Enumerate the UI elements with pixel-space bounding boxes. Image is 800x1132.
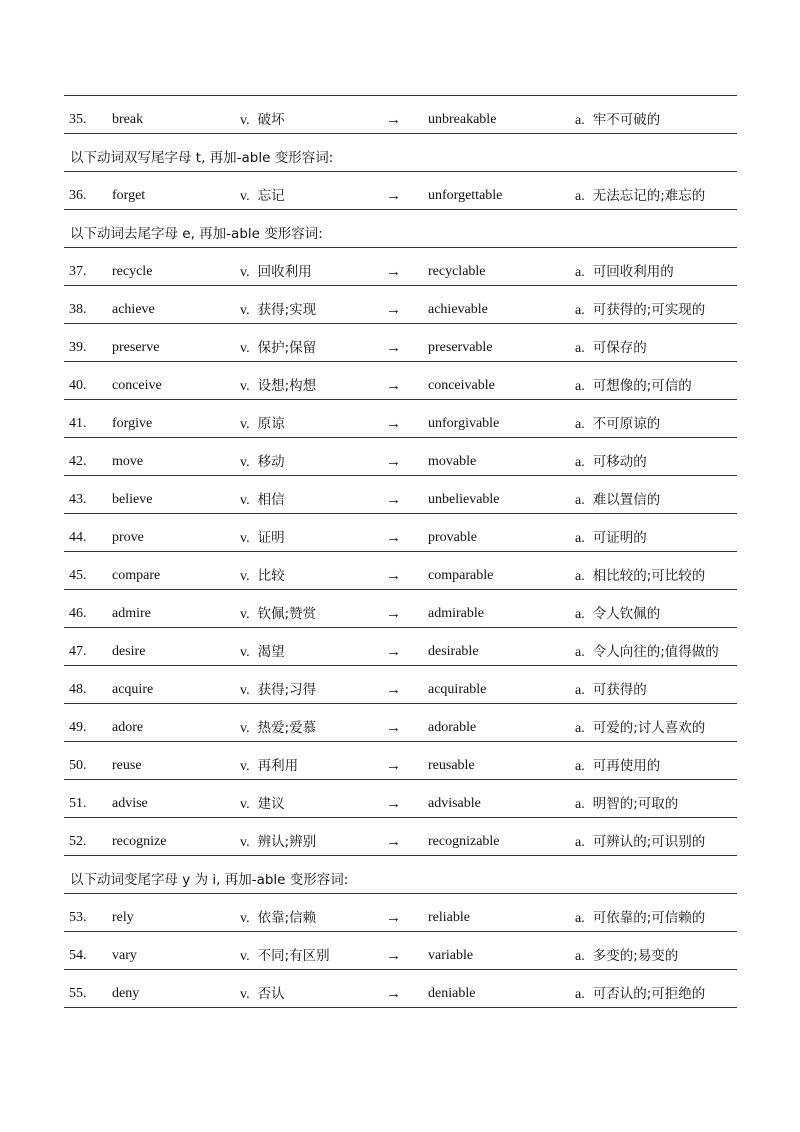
verb-part-of-speech: v.: [240, 265, 250, 280]
verb-part-of-speech: v.: [240, 797, 250, 812]
table-row: [64, 248, 737, 286]
verb-part-of-speech: v.: [240, 721, 250, 736]
table-row: [64, 476, 737, 514]
table-row: [64, 818, 737, 856]
table-row: [64, 96, 737, 134]
verb-part-of-speech: v.: [240, 379, 250, 394]
adjective-meaning: [575, 932, 678, 969]
adjective-part-of-speech: a.: [575, 987, 585, 1002]
entry-number: 40.: [69, 378, 87, 393]
adjective-chinese: 明智的;可取的: [592, 796, 679, 812]
adjective-word: desirable: [428, 644, 479, 659]
entry-number: 52.: [69, 834, 87, 849]
verb-part-of-speech: v.: [240, 949, 250, 964]
adjective-meaning: [575, 362, 692, 399]
adjective-chinese: 无法忘记的;难忘的: [592, 188, 706, 204]
adjective-chinese: 难以置信的: [592, 492, 661, 508]
section-heading: 以下动词变尾字母 y 为 i, 再加-able 变形容词:: [70, 872, 349, 888]
arrow-icon: →: [386, 644, 401, 660]
adjective-word: adorable: [428, 720, 477, 735]
arrow-icon: →: [386, 834, 401, 850]
entry-number: 45.: [69, 568, 87, 583]
verb-meaning: [240, 362, 316, 399]
verb-chinese: 保护;保留: [257, 340, 317, 356]
table-row: [64, 552, 737, 590]
adjective-word: advisable: [428, 796, 481, 811]
table-row: [64, 742, 737, 780]
adjective-chinese: 可爱的;讨人喜欢的: [592, 720, 706, 736]
arrow-icon: →: [386, 492, 401, 508]
adjective-part-of-speech: a.: [575, 911, 585, 926]
adjective-word: deniable: [428, 986, 476, 1001]
verb-part-of-speech: v.: [240, 987, 250, 1002]
verb-meaning: [240, 96, 285, 133]
verb-word: break: [112, 112, 144, 127]
adjective-meaning: [575, 970, 705, 1007]
adjective-chinese: 可否认的;可拒绝的: [592, 986, 706, 1002]
arrow-icon: →: [386, 188, 401, 204]
adjective-part-of-speech: a.: [575, 797, 585, 812]
adjective-word: movable: [428, 454, 477, 469]
adjective-part-of-speech: a.: [575, 379, 585, 394]
verb-meaning: [240, 666, 316, 703]
arrow-icon: →: [386, 112, 401, 128]
entry-number: 46.: [69, 606, 87, 621]
adjective-meaning: [575, 780, 678, 817]
entry-number: 35.: [69, 112, 87, 127]
adjective-meaning: [575, 476, 660, 513]
arrow-icon: →: [386, 986, 401, 1002]
verb-chinese: 获得;习得: [257, 682, 317, 698]
verb-part-of-speech: v.: [240, 303, 250, 318]
verb-part-of-speech: v.: [240, 759, 250, 774]
verb-meaning: [240, 400, 285, 437]
adjective-meaning: [575, 96, 660, 133]
adjective-part-of-speech: a.: [575, 455, 585, 470]
entry-number: 42.: [69, 454, 87, 469]
adjective-chinese: 令人向往的;值得做的: [592, 644, 719, 660]
arrow-icon: →: [386, 378, 401, 394]
table-row: [64, 894, 737, 932]
adjective-word: conceivable: [428, 378, 495, 393]
verb-word: recognize: [112, 834, 167, 849]
verb-meaning: [240, 780, 285, 817]
verb-chinese: 比较: [257, 568, 285, 584]
entry-number: 54.: [69, 948, 87, 963]
table-row: [64, 628, 737, 666]
verb-meaning: [240, 970, 285, 1007]
verb-word: rely: [112, 910, 134, 925]
table-row: [64, 704, 737, 742]
verb-meaning: [240, 818, 316, 855]
verb-part-of-speech: v.: [240, 835, 250, 850]
adjective-chinese: 可辨认的;可识别的: [592, 834, 706, 850]
arrow-icon: →: [386, 568, 401, 584]
adjective-part-of-speech: a.: [575, 759, 585, 774]
verb-chinese: 建议: [257, 796, 285, 812]
arrow-icon: →: [386, 606, 401, 622]
verb-part-of-speech: v.: [240, 569, 250, 584]
verb-chinese: 证明: [257, 530, 285, 546]
adjective-meaning: [575, 742, 660, 779]
adjective-meaning: [575, 894, 705, 931]
table-row: [64, 286, 737, 324]
table-row: [64, 438, 737, 476]
verb-chinese: 设想;构想: [257, 378, 317, 394]
entry-number: 49.: [69, 720, 87, 735]
entry-number: 50.: [69, 758, 87, 773]
verb-chinese: 辨认;辨别: [257, 834, 317, 850]
section-heading: 以下动词双写尾字母 t, 再加-able 变形容词:: [70, 150, 334, 166]
table-row: [64, 590, 737, 628]
verb-meaning: [240, 552, 285, 589]
verb-chinese: 回收利用: [257, 264, 312, 280]
adjective-meaning: [575, 248, 674, 285]
verb-word: desire: [112, 644, 146, 659]
verb-chinese: 否认: [257, 986, 285, 1002]
entry-number: 43.: [69, 492, 87, 507]
adjective-meaning: [575, 286, 705, 323]
verb-part-of-speech: v.: [240, 607, 250, 622]
verb-word: adore: [112, 720, 144, 735]
verb-meaning: [240, 438, 285, 475]
adjective-meaning: [575, 172, 705, 209]
verb-word: preserve: [112, 340, 160, 355]
adjective-chinese: 可获得的;可实现的: [592, 302, 706, 318]
adjective-chinese: 多变的;易变的: [592, 948, 679, 964]
adjective-meaning: [575, 552, 705, 589]
verb-meaning: [240, 172, 285, 209]
arrow-icon: →: [386, 302, 401, 318]
verb-chinese: 获得;实现: [257, 302, 317, 318]
entry-number: 36.: [69, 188, 87, 203]
arrow-icon: →: [386, 264, 401, 280]
entry-number: 37.: [69, 264, 87, 279]
verb-chinese: 再利用: [257, 758, 299, 774]
adjective-word: variable: [428, 948, 474, 963]
adjective-part-of-speech: a.: [575, 569, 585, 584]
table-row: [64, 514, 737, 552]
verb-meaning: [240, 286, 316, 323]
entry-number: 41.: [69, 416, 87, 431]
verb-word: deny: [112, 986, 140, 1001]
arrow-icon: →: [386, 758, 401, 774]
verb-part-of-speech: v.: [240, 113, 250, 128]
adjective-word: preservable: [428, 340, 493, 355]
verb-chinese: 热爱;爱慕: [257, 720, 317, 736]
adjective-chinese: 可证明的: [592, 530, 647, 546]
adjective-part-of-speech: a.: [575, 303, 585, 318]
verb-meaning: [240, 514, 285, 551]
arrow-icon: →: [386, 910, 401, 926]
verb-word: conceive: [112, 378, 162, 393]
section-heading-row: [64, 134, 737, 172]
adjective-meaning: [575, 438, 647, 475]
adjective-part-of-speech: a.: [575, 417, 585, 432]
table-row: [64, 362, 737, 400]
table-row: [64, 932, 737, 970]
adjective-word: unbelievable: [428, 492, 500, 507]
adjective-word: unforgivable: [428, 416, 500, 431]
verb-meaning: [240, 476, 285, 513]
adjective-meaning: [575, 704, 705, 741]
verb-word: forget: [112, 188, 146, 203]
adjective-chinese: 可依靠的;可信赖的: [592, 910, 706, 926]
table-row: [64, 172, 737, 210]
verb-word: move: [112, 454, 144, 469]
arrow-icon: →: [386, 340, 401, 356]
adjective-meaning: [575, 628, 719, 665]
section-heading-row: [64, 856, 737, 894]
arrow-icon: →: [386, 682, 401, 698]
arrow-icon: →: [386, 454, 401, 470]
verb-part-of-speech: v.: [240, 455, 250, 470]
verb-word: compare: [112, 568, 161, 583]
table-row: [64, 970, 737, 1008]
verb-meaning: [240, 742, 298, 779]
verb-word: vary: [112, 948, 137, 963]
verb-meaning: [240, 932, 330, 969]
verb-meaning: [240, 894, 316, 931]
verb-word: prove: [112, 530, 144, 545]
verb-part-of-speech: v.: [240, 911, 250, 926]
entry-number: 47.: [69, 644, 87, 659]
adjective-meaning: [575, 324, 647, 361]
adjective-part-of-speech: a.: [575, 341, 585, 356]
verb-chinese: 渴望: [257, 644, 285, 660]
verb-part-of-speech: v.: [240, 341, 250, 356]
adjective-chinese: 相比较的;可比较的: [592, 568, 706, 584]
arrow-icon: →: [386, 416, 401, 432]
adjective-chinese: 可想像的;可信的: [592, 378, 692, 394]
adjective-word: unforgettable: [428, 188, 503, 203]
verb-word: forgive: [112, 416, 153, 431]
entry-number: 55.: [69, 986, 87, 1001]
verb-part-of-speech: v.: [240, 645, 250, 660]
adjective-word: achievable: [428, 302, 488, 317]
adjective-word: reusable: [428, 758, 475, 773]
verb-word: acquire: [112, 682, 154, 697]
adjective-chinese: 可保存的: [592, 340, 647, 356]
verb-chinese: 依靠;信赖: [257, 910, 317, 926]
adjective-chinese: 可移动的: [592, 454, 647, 470]
verb-chinese: 原谅: [257, 416, 285, 432]
adjective-word: acquirable: [428, 682, 487, 697]
entry-number: 38.: [69, 302, 87, 317]
verb-part-of-speech: v.: [240, 189, 250, 204]
verb-chinese: 忘记: [257, 188, 285, 204]
arrow-icon: →: [386, 948, 401, 964]
adjective-word: comparable: [428, 568, 494, 583]
vocabulary-table: [64, 95, 737, 1008]
adjective-word: recyclable: [428, 264, 486, 279]
section-heading-row: [64, 210, 737, 248]
verb-part-of-speech: v.: [240, 683, 250, 698]
verb-part-of-speech: v.: [240, 531, 250, 546]
verb-word: believe: [112, 492, 153, 507]
entry-number: 44.: [69, 530, 87, 545]
adjective-word: unbreakable: [428, 112, 497, 127]
verb-meaning: [240, 248, 312, 285]
adjective-part-of-speech: a.: [575, 949, 585, 964]
verb-chinese: 移动: [257, 454, 285, 470]
verb-word: reuse: [112, 758, 142, 773]
arrow-icon: →: [386, 720, 401, 736]
entry-number: 51.: [69, 796, 87, 811]
verb-meaning: [240, 590, 316, 627]
adjective-chinese: 牢不可破的: [592, 112, 661, 128]
adjective-part-of-speech: a.: [575, 721, 585, 736]
adjective-meaning: [575, 666, 647, 703]
verb-word: achieve: [112, 302, 155, 317]
adjective-chinese: 可再使用的: [592, 758, 661, 774]
table-row: [64, 780, 737, 818]
adjective-chinese: 可获得的: [592, 682, 647, 698]
adjective-part-of-speech: a.: [575, 113, 585, 128]
adjective-part-of-speech: a.: [575, 683, 585, 698]
verb-meaning: [240, 704, 316, 741]
adjective-part-of-speech: a.: [575, 607, 585, 622]
verb-part-of-speech: v.: [240, 493, 250, 508]
adjective-meaning: [575, 400, 660, 437]
verb-meaning: [240, 324, 316, 361]
verb-word: recycle: [112, 264, 153, 279]
arrow-icon: →: [386, 796, 401, 812]
adjective-word: admirable: [428, 606, 484, 621]
adjective-part-of-speech: a.: [575, 531, 585, 546]
arrow-icon: →: [386, 530, 401, 546]
adjective-meaning: [575, 514, 647, 551]
verb-chinese: 相信: [257, 492, 285, 508]
entry-number: 39.: [69, 340, 87, 355]
table-row: [64, 400, 737, 438]
adjective-word: reliable: [428, 910, 470, 925]
adjective-word: provable: [428, 530, 477, 545]
verb-part-of-speech: v.: [240, 417, 250, 432]
verb-chinese: 钦佩;赞赏: [257, 606, 317, 622]
adjective-part-of-speech: a.: [575, 189, 585, 204]
adjective-part-of-speech: a.: [575, 493, 585, 508]
verb-word: advise: [112, 796, 148, 811]
adjective-chinese: 令人钦佩的: [592, 606, 661, 622]
adjective-word: recognizable: [428, 834, 500, 849]
entry-number: 48.: [69, 682, 87, 697]
adjective-chinese: 不可原谅的: [592, 416, 661, 432]
table-row: [64, 666, 737, 704]
adjective-meaning: [575, 590, 660, 627]
adjective-part-of-speech: a.: [575, 835, 585, 850]
verb-chinese: 不同;有区别: [257, 948, 330, 964]
adjective-chinese: 可回收利用的: [592, 264, 674, 280]
verb-word: admire: [112, 606, 151, 621]
adjective-meaning: [575, 818, 705, 855]
verb-meaning: [240, 628, 285, 665]
section-heading: 以下动词去尾字母 e, 再加-able 变形容词:: [70, 226, 323, 242]
adjective-part-of-speech: a.: [575, 645, 585, 660]
table-row: [64, 324, 737, 362]
entry-number: 53.: [69, 910, 87, 925]
verb-chinese: 破坏: [257, 112, 285, 128]
adjective-part-of-speech: a.: [575, 265, 585, 280]
